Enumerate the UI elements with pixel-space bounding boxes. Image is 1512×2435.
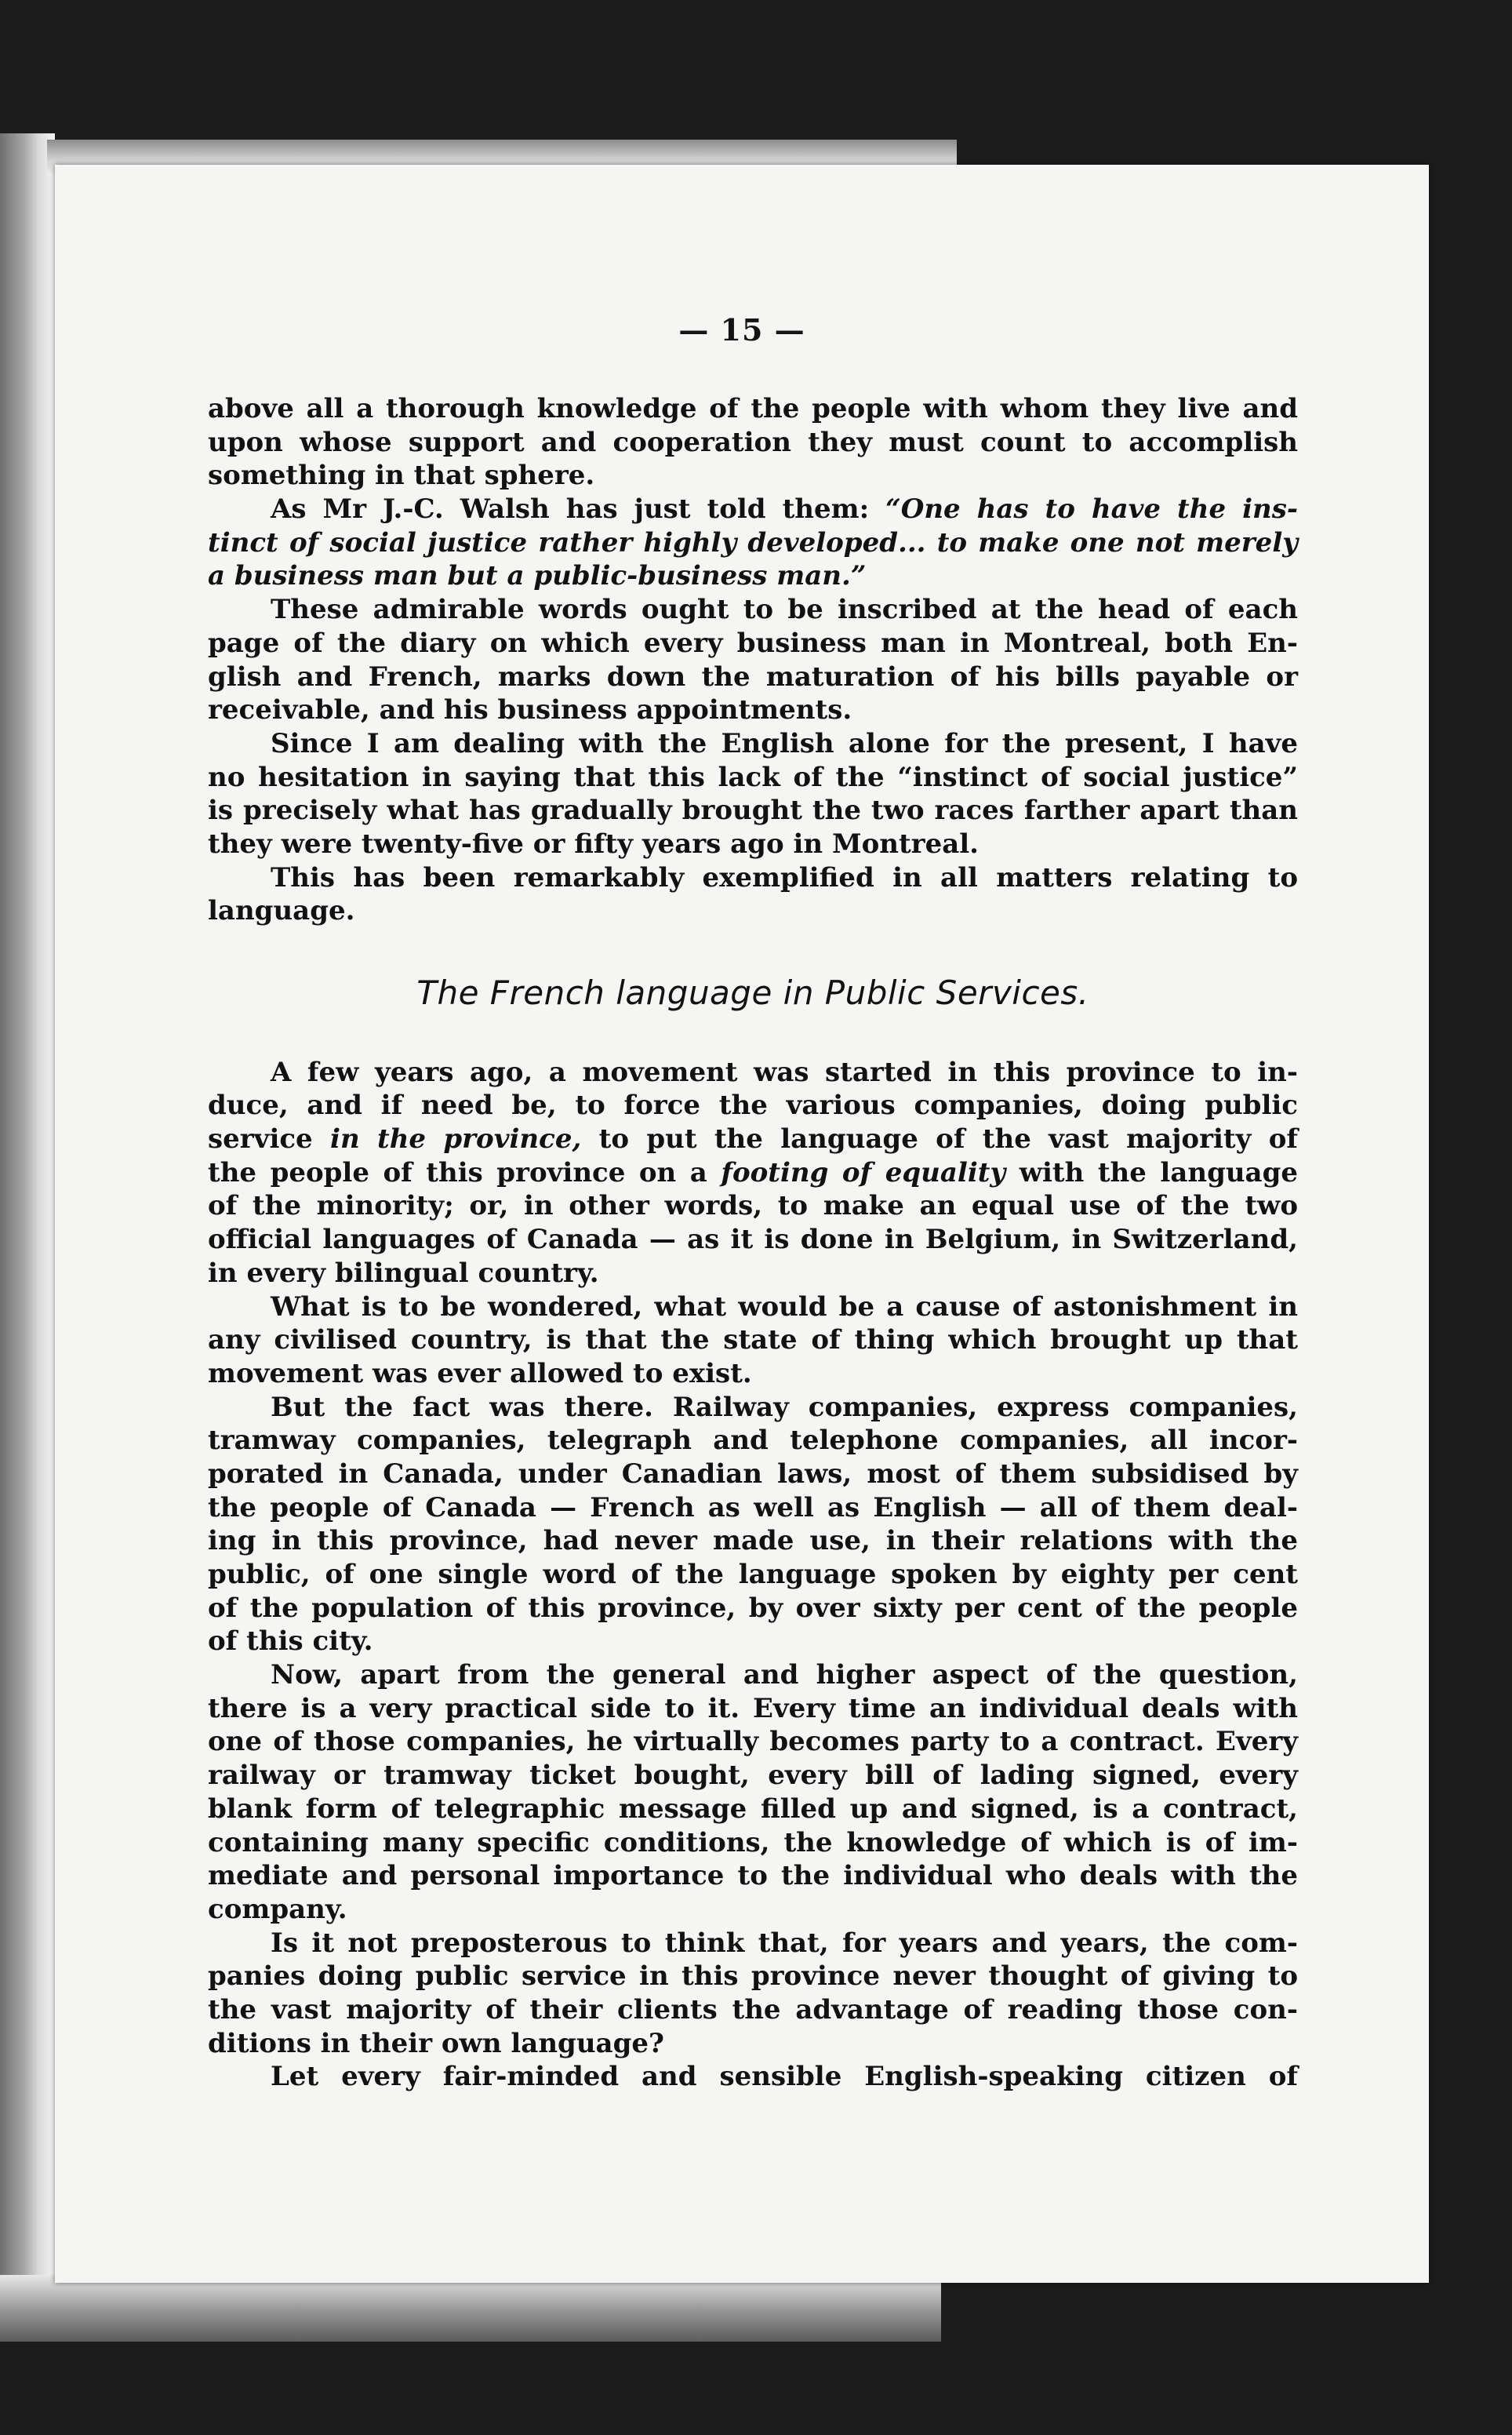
text-line: containing many specific conditions, the knowledge of which is of im-: [208, 1826, 1298, 1858]
text-line: This has been remarkably exemplified in all matters relating to: [271, 861, 1298, 894]
text-line-walsh-1: As Mr J.-C. Walsh has just told them: “One has to have the ins-: [271, 493, 1298, 526]
text-line: upon whose support and cooperation they must count to accomplish: [208, 426, 1298, 458]
text-line: there is a very practical side to it. Every time an individual deals with: [208, 1692, 1298, 1724]
text-line: What is to be wondered, what would be a cause of astonishment in: [271, 1290, 1298, 1323]
text-line-a3: service in the province, to put the language of the vast majority of: [208, 1123, 1298, 1156]
text-line: language.: [208, 895, 355, 927]
text-line: no hesitation in saying that this lack of the “instinct of social justice”: [208, 761, 1298, 793]
page-number: — 15 —: [678, 312, 805, 348]
text-line: one of those companies, he virtually becomes party to a contract. Every: [208, 1726, 1298, 1758]
text-line: Since I am dealing with the English alone for the present, I have: [271, 727, 1298, 759]
text-line: But the fact was there. Railway companies, express companies,: [271, 1391, 1298, 1423]
text-line: glish and French, marks down the maturation of his bills payable or: [208, 661, 1298, 693]
text-line: receivable, and his business appointments.: [208, 694, 852, 726]
text-line-a4: the people of this province on a footing of equality with the language: [208, 1156, 1298, 1188]
paragraph-group-top: [208, 392, 1298, 493]
text-line: company.: [208, 1893, 347, 1925]
text-line: something in that sphere.: [208, 460, 595, 492]
text-line: page of the diary on which every business man in Montreal, both En-: [208, 627, 1298, 659]
text-line-a5: of the minority; or, in other words, to make an equal use of the two: [208, 1190, 1298, 1222]
text-line: the vast majority of their clients the advantage of reading those con-: [208, 1993, 1298, 2026]
text-line: public, of one single word of the language spoken by eighty per cent: [208, 1559, 1298, 1591]
text-line-walsh-3: a business man but a public-business man.”: [208, 560, 867, 592]
text-line: These admirable words ought to be inscribed at the head of each: [271, 594, 1298, 626]
text-line-walsh-2: tinct of social justice rather highly developed... to make one not merely: [208, 526, 1298, 559]
text-line: any civilised country, is that the state of thing which brought up that: [208, 1324, 1298, 1356]
text-line: blank form of telegraphic message filled up and signed, is a contract,: [208, 1793, 1298, 1825]
text-line: they were twenty-five or fifty years ago in Montreal.: [208, 828, 980, 860]
paragraph-group-mid: [208, 593, 1298, 928]
book-page: [55, 165, 1429, 2283]
text-line: panies doing public service in this province never thought of giving to: [208, 1960, 1298, 1993]
text-line-a1: A few years ago, a movement was started in this province to in-: [271, 1056, 1298, 1088]
text-line: ditions in their own language?: [208, 2027, 664, 2059]
text-line: mediate and personal importance to the individual who deals with the: [208, 1860, 1298, 1892]
book-edge-left: [0, 133, 55, 2330]
paragraph-group-bottom: [208, 1290, 1298, 2095]
text-line: above all a thorough knowledge of the people with whom they live and: [208, 393, 1298, 424]
section-heading: The French language in Public Services.: [416, 974, 1089, 1012]
text-line: Let every fair-minded and sensible English-speaking citizen of: [271, 2061, 1298, 2093]
text-line: porated in Canada, under Canadian laws, most of them subsidised by: [208, 1458, 1298, 1490]
text-line: movement was ever allowed to exist.: [208, 1357, 752, 1389]
text-line: Is it not preposterous to think that, for years and years, the com-: [271, 1927, 1298, 1959]
text-line-a7: in every bilingual country.: [208, 1257, 599, 1289]
text-line: of the population of this province, by over sixty per cent of the people: [208, 1592, 1298, 1624]
text-line: Now, apart from the general and higher aspect of the question,: [271, 1659, 1298, 1691]
text-line-a6: official languages of Canada — as it is done in Belgium, in Switzerland,: [208, 1224, 1298, 1256]
text-line-a2: duce, and if need be, to force the various companies, doing public: [208, 1090, 1298, 1122]
binding-edge-bottom: [0, 2275, 941, 2342]
page-body: [208, 392, 1298, 2094]
text-line: the people of Canada — French as well as English — all of them deal-: [208, 1491, 1298, 1523]
text-line: railway or tramway ticket bought, every bill of lading signed, every: [208, 1760, 1298, 1792]
text-line: tramway companies, telegraph and telephone companies, all incor-: [208, 1425, 1298, 1457]
text-line: ing in this province, had never made use, in their relations with the: [208, 1525, 1298, 1557]
text-line: of this city.: [208, 1625, 373, 1658]
text-line: is precisely what has gradually brought the two races farther apart than: [208, 795, 1298, 827]
